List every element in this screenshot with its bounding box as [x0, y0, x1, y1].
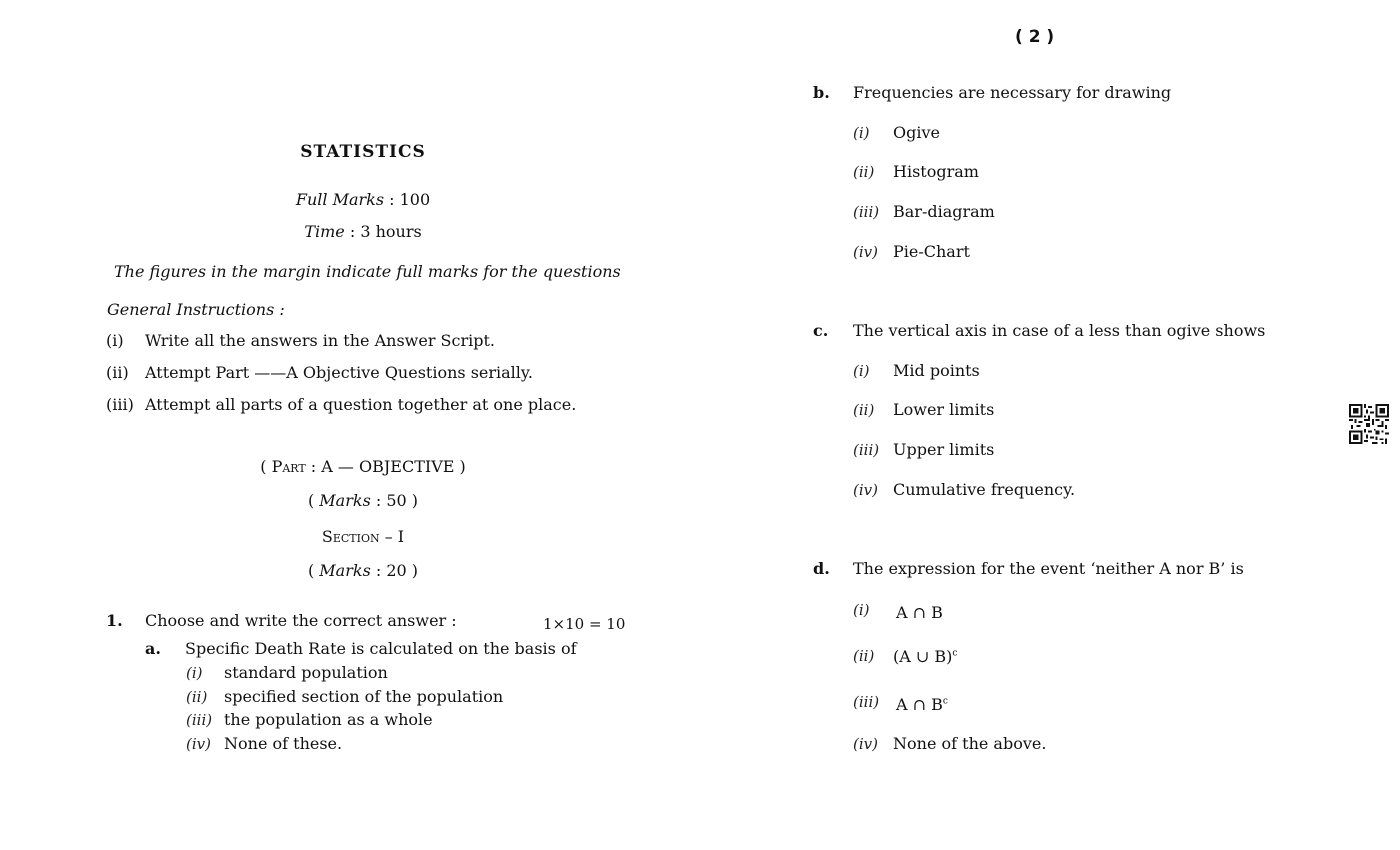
expression-superscript: c	[942, 696, 948, 707]
option-text: standard population	[224, 663, 388, 682]
option-num: (iii)	[853, 203, 880, 221]
full-marks-label: Full Marks	[295, 190, 385, 209]
option-text: Upper limits	[893, 440, 995, 459]
page-number: ( 2 )	[1015, 27, 1055, 47]
instruction-text: Attempt all parts of a question together at one place.	[145, 395, 577, 414]
option-num: (ii)	[853, 163, 875, 181]
section-marks	[0, 561, 726, 580]
option-num: (iii)	[853, 693, 880, 711]
time-label: Time	[304, 222, 345, 241]
instructions-heading: General Instructions :	[107, 300, 285, 319]
option-text: Histogram	[893, 162, 979, 181]
option-num: (iv)	[853, 481, 878, 499]
time-value: : 3 hours	[349, 222, 422, 241]
option-text: Mid points	[893, 361, 980, 380]
option-expression	[896, 695, 948, 714]
option-num: (i)	[853, 124, 870, 142]
full-marks-value: : 100	[389, 190, 431, 209]
option-text: specified section of the population	[224, 687, 504, 706]
option-text: Cumulative frequency.	[893, 480, 1076, 499]
section-marks-label: Marks	[319, 561, 371, 580]
option-num: (iii)	[853, 441, 880, 459]
part-marks-label: Marks	[319, 491, 371, 510]
option-num: (iv)	[853, 243, 878, 261]
part-heading: ( Part : A — OBJECTIVE )	[260, 457, 466, 476]
option-text: None of these.	[224, 734, 343, 753]
bracket-open: (	[307, 561, 315, 580]
instruction-text: Attempt Part ——A Objective Questions serially.	[145, 363, 533, 382]
qr-code-icon	[1349, 404, 1389, 444]
sub-question-label: c.	[813, 321, 829, 340]
question-number: 1.	[106, 611, 123, 630]
instruction-text: Write all the answers in the Answer Script.	[145, 331, 495, 350]
page-title: STATISTICS	[300, 142, 426, 162]
option-text: None of the above.	[893, 734, 1047, 753]
part-marks-value: : 50 )	[375, 491, 419, 510]
sub-question-text: Specific Death Rate is calculated on the basis of	[185, 639, 577, 658]
sub-question-label: d.	[813, 559, 830, 578]
option-num: (i)	[853, 601, 870, 619]
sub-question-text: Frequencies are necessary for drawing	[853, 83, 1172, 102]
option-expression	[893, 647, 957, 666]
question-text: Choose and write the correct answer :	[145, 611, 457, 630]
option-num: (iv)	[853, 735, 878, 753]
bracket-open: (	[307, 491, 315, 510]
instruction-num: (ii)	[106, 363, 129, 382]
option-num: (i)	[186, 664, 203, 682]
margin-note: The figures in the margin indicate full marks for the questions	[114, 262, 621, 281]
instruction-num: (i)	[106, 331, 124, 350]
option-num: (ii)	[186, 688, 208, 706]
option-expression	[896, 603, 943, 622]
sub-question-text: The expression for the event ‘neither A nor B’ is	[853, 559, 1244, 578]
expression-text: A ∩ B	[896, 695, 943, 714]
option-num: (ii)	[853, 647, 875, 665]
sub-question-text: The vertical axis in case of a less than ogive shows	[853, 321, 1266, 340]
option-num: (i)	[853, 362, 870, 380]
full-marks	[0, 190, 726, 209]
sub-question-label: b.	[813, 83, 830, 102]
sub-question-label: a.	[145, 639, 161, 658]
option-text: Pie-Chart	[893, 242, 970, 261]
expression-superscript: c	[952, 648, 958, 659]
time-allowed	[0, 222, 726, 241]
section-marks-value: : 20 )	[375, 561, 419, 580]
option-text: Lower limits	[893, 400, 995, 419]
part-marks	[0, 491, 726, 510]
instruction-num: (iii)	[106, 395, 134, 414]
expression-text: (A ∪ B)	[893, 647, 953, 666]
expression-text: A ∩ B	[896, 603, 943, 622]
option-num: (ii)	[853, 401, 875, 419]
section-heading: Section – I	[321, 527, 405, 546]
option-text: Ogive	[893, 123, 940, 142]
question-marks: 1×10 = 10	[543, 615, 626, 633]
option-num: (iii)	[186, 711, 213, 729]
option-num: (iv)	[186, 735, 211, 753]
option-text: Bar-diagram	[893, 202, 995, 221]
option-text: the population as a whole	[224, 710, 433, 729]
